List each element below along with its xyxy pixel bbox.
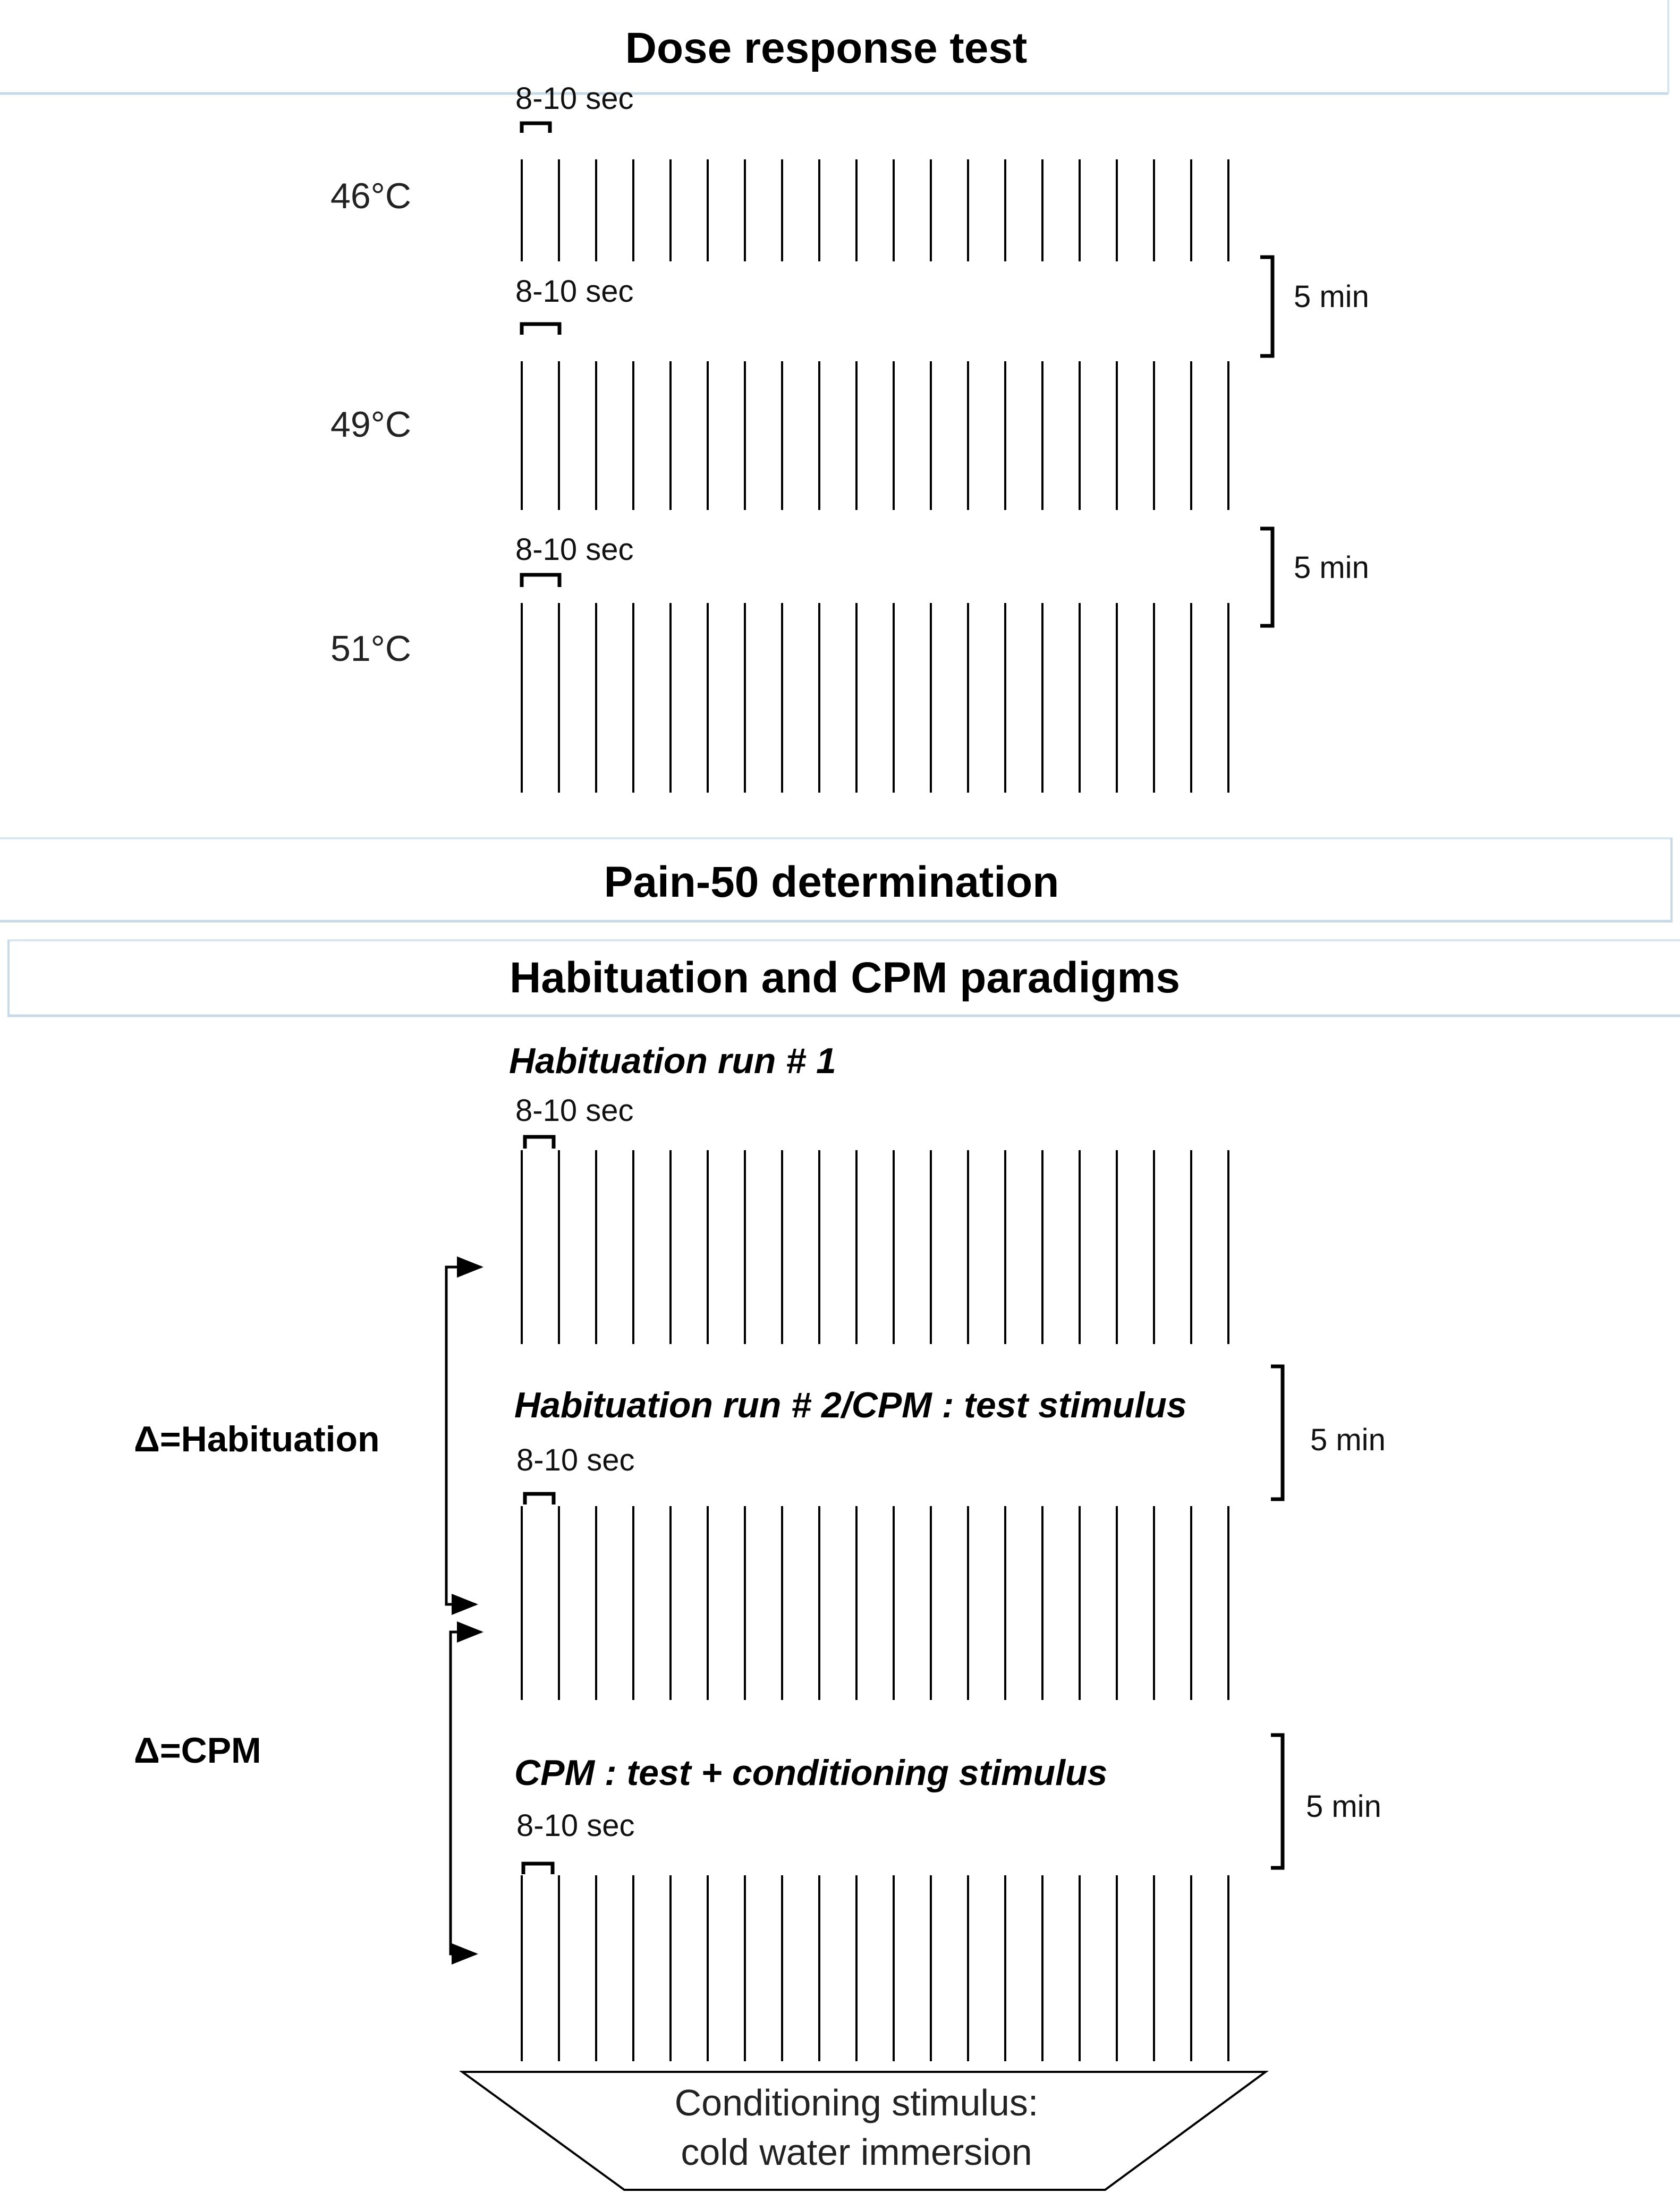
habituation-cpm-header bbox=[7, 940, 1680, 1016]
rest-label: 5 min bbox=[1294, 279, 1369, 314]
run1-title: Habituation run # 1 bbox=[509, 1041, 836, 1081]
temperature-label: 51°C bbox=[330, 628, 411, 669]
dose-response-block bbox=[330, 81, 1369, 793]
conditioning-stimulus-line2: cold water immersion bbox=[681, 2131, 1032, 2173]
stimulus-train-49c bbox=[522, 361, 1228, 510]
rest-bracket bbox=[1260, 529, 1272, 626]
interval-bracket bbox=[522, 575, 559, 587]
interval-bracket bbox=[522, 324, 559, 335]
dose-response-header bbox=[0, 0, 1668, 94]
rest-label: 5 min bbox=[1310, 1423, 1386, 1457]
delta-cpm-arrow bbox=[451, 1632, 481, 1954]
stimulus-train-run3 bbox=[522, 1875, 1228, 2061]
stimulus-train-run1 bbox=[522, 1150, 1228, 1344]
interval-label: 8-10 sec bbox=[516, 1443, 635, 1477]
interval-label: 8-10 sec bbox=[515, 1093, 634, 1128]
rest-bracket bbox=[1271, 1735, 1283, 1868]
interval-bracket bbox=[522, 123, 550, 133]
pain50-title: Pain-50 determination bbox=[604, 858, 1059, 906]
habituation-cpm-title: Habituation and CPM paradigms bbox=[510, 954, 1180, 1002]
interval-label: 8-10 sec bbox=[516, 1808, 635, 1843]
delta-cpm-label: Δ=CPM bbox=[134, 1730, 261, 1771]
interval-bracket bbox=[525, 1494, 554, 1504]
temperature-label: 49°C bbox=[330, 404, 411, 445]
interval-label: 8-10 sec bbox=[515, 274, 634, 309]
delta-habituation-arrow bbox=[446, 1267, 481, 1604]
interval-bracket bbox=[523, 1864, 553, 1874]
stimulus-train-46c bbox=[522, 159, 1228, 261]
pain50-header bbox=[0, 838, 1673, 921]
interval-bracket bbox=[525, 1137, 554, 1149]
temperature-label: 46°C bbox=[330, 176, 411, 216]
rest-bracket bbox=[1271, 1366, 1283, 1499]
habituation-cpm-block bbox=[134, 1041, 1386, 2190]
run2-title: Habituation run # 2/CPM : test stimulus bbox=[514, 1385, 1187, 1425]
rest-label: 5 min bbox=[1306, 1789, 1381, 1824]
run3-title: CPM : test + conditioning stimulus bbox=[514, 1753, 1108, 1793]
delta-habituation-label: Δ=Habituation bbox=[134, 1419, 380, 1459]
interval-label: 8-10 sec bbox=[515, 532, 634, 567]
rest-label: 5 min bbox=[1294, 550, 1369, 585]
interval-label: 8-10 sec bbox=[515, 81, 634, 116]
rest-bracket bbox=[1260, 257, 1272, 356]
stimulus-train-51c bbox=[522, 603, 1228, 793]
stimulus-train-run2 bbox=[522, 1506, 1228, 1700]
conditioning-stimulus-line1: Conditioning stimulus: bbox=[674, 2082, 1039, 2123]
dose-response-title: Dose response test bbox=[625, 24, 1028, 72]
